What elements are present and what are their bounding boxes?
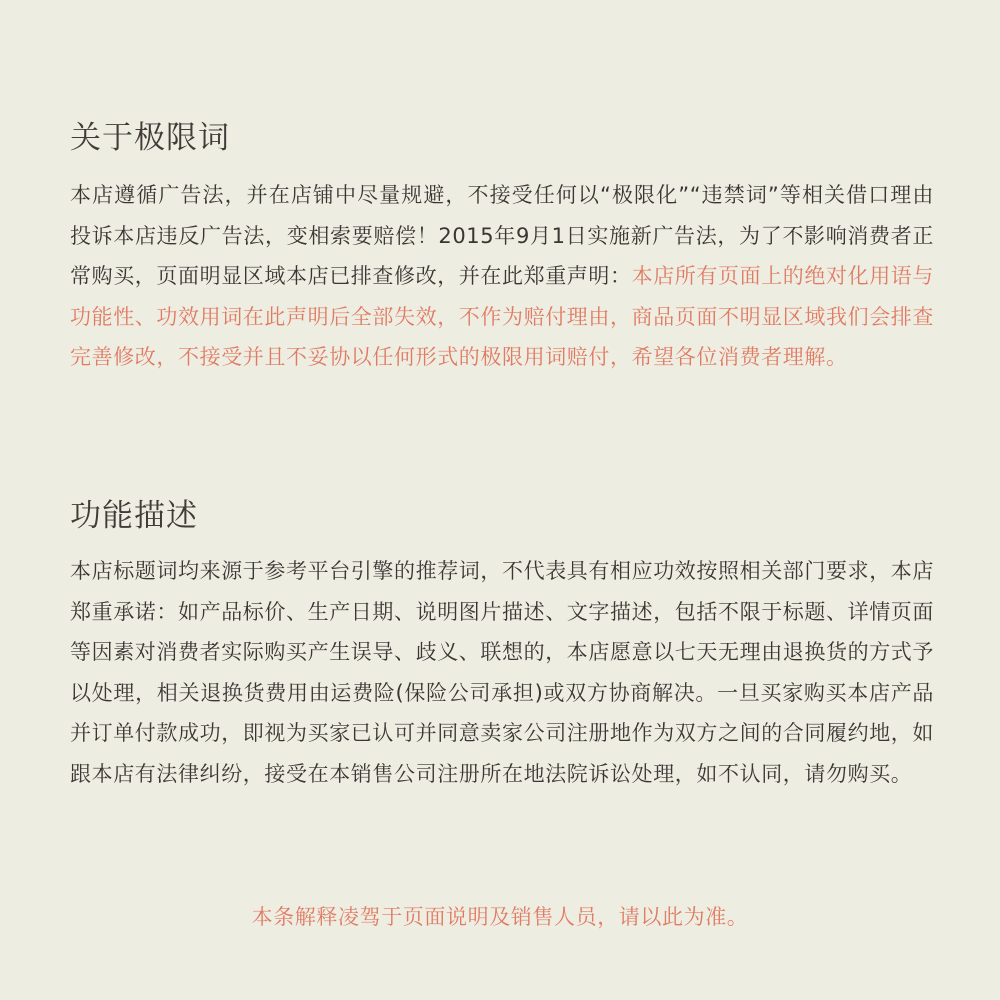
section-extreme-words <box>70 118 934 378</box>
section-body-function-description: 本店标题词均来源于参考平台引擎的推荐词，不代表具有相应功效按照相关部门要求，本店郑重承诺：如产品标价、生产日期、说明图片描述、文字描述，包括不限于标题、详情页面等因素对消费者实际购买产生误导、歧义、联想的，本店愿意以七天无理由退换货的方式予以处理，相关退换货费用由运费险(保险公司承担)或双方协商解决。一旦买家购买本店产品并订单付款成功，即视为买家已认可并同意卖家公司注册地作为双方之间的合同履约地，如跟本店有法律纠纷，接受在本销售公司注册所在地法院诉讼处理，如不认同，请勿购买。 <box>70 559 934 786</box>
extreme-words-declaration: 本店所有页面上的绝对化用语与功能性、功效用词在此声明后全部失效，不作为赔付理由，商品页面不明显区域我们会排查完善修改，不接受并且不妥协以任何形式的极限用词赔付，希望各位消费者理解。 <box>70 264 935 369</box>
footer-disclaimer: 本条解释凌驾于页面说明及销售人员，请以此为准。 <box>251 905 749 929</box>
section-body-extreme-words <box>70 175 934 378</box>
extreme-words-statement: 本店遵循广告法，并在店铺中尽量规避，不接受任何以“极限化”“违禁词”等相关借口理由投诉本店违反广告法，变相索要赔偿！2015年9月1日实施新广告法，为了不影响消费者正常购买，页面明显区域本店已排查修改，并在此郑重声明： <box>70 183 934 288</box>
section-title-extreme-words: 关于极限词 <box>70 120 230 156</box>
section-title-function-description: 功能描述 <box>70 498 198 534</box>
section-function-description <box>70 496 934 794</box>
